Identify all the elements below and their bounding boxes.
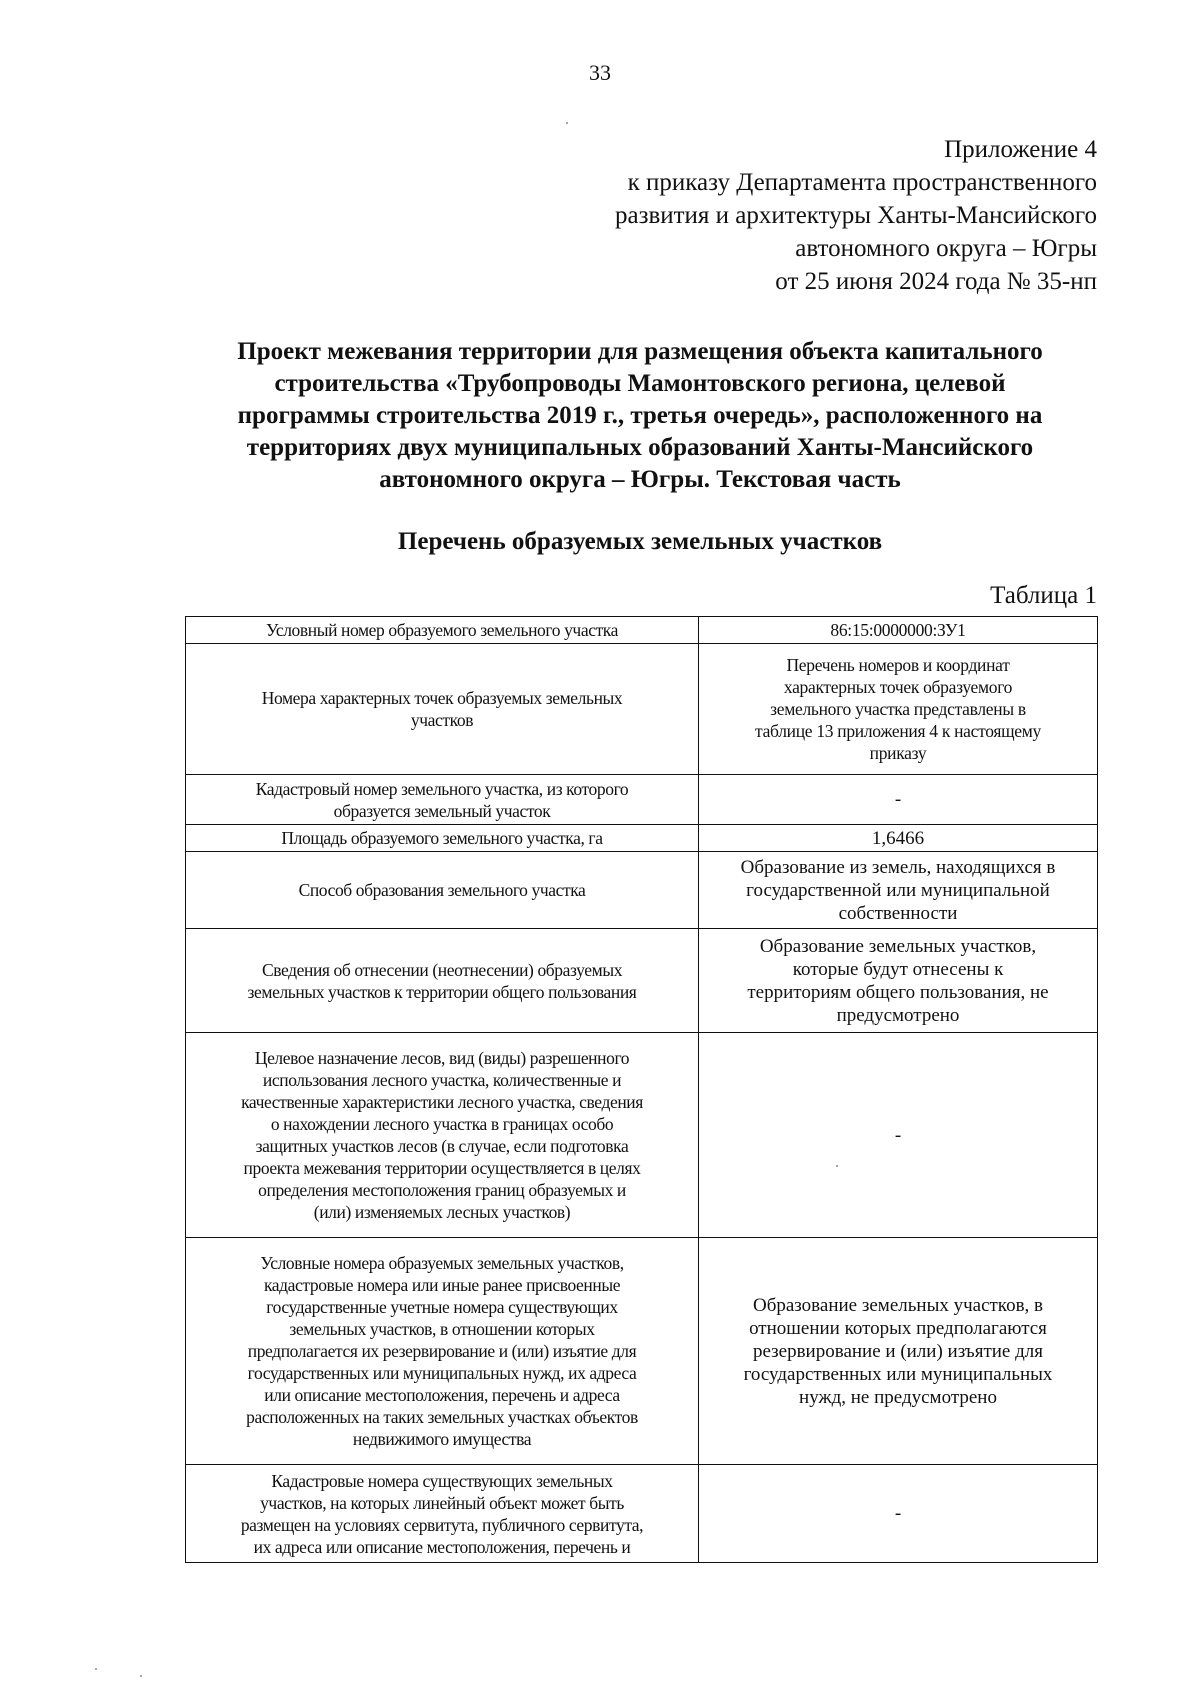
cell-line: государственной или муниципальной <box>746 879 1050 901</box>
cell-line: Номера характерных точек образуемых земельных <box>261 688 623 708</box>
cell-line: которые будут отнесены к <box>792 958 1004 980</box>
document-title <box>170 336 1110 496</box>
value-cell <box>699 617 1098 644</box>
table-row <box>186 1238 1098 1465</box>
cell-line: использования лесного участка, количественные и <box>262 1070 622 1090</box>
param-cell <box>186 1465 699 1563</box>
title-line: Проект межевания территории для размещения объекта капитального <box>237 338 1043 365</box>
cell-line: Перечень номеров и координат <box>786 655 1010 675</box>
cell-line: размещен на условиях сервитута, публичного сервитута, <box>240 1514 644 1535</box>
cell-line: участков, на которых линейный объект может быть <box>260 1492 624 1513</box>
cell-line: защитных участков лесов (в случае, если подготовка <box>255 1136 629 1156</box>
scan-speck <box>95 1668 97 1670</box>
cell-line: кадастровые номера или иные ранее присвоенные <box>263 1275 621 1295</box>
cell-line: Целевое назначение лесов, вид (виды) разрешенного <box>254 1048 630 1068</box>
cell-line: государственных или муниципальных <box>743 1363 1053 1385</box>
cell-line: земельных участков к территории общего пользования <box>247 981 637 1002</box>
cell-line: определения местоположения границ образуемых и <box>258 1180 626 1200</box>
title-line: программы строительства 2019 г., третья очередь», расположенного на <box>237 402 1043 429</box>
cell-line: Условные номера образуемых земельных участков, <box>260 1253 624 1273</box>
table-row <box>186 775 1098 825</box>
cell-line: или описание местоположения, перечень и адреса <box>264 1385 620 1405</box>
cell-line: расположенных на таких земельных участках объектов <box>246 1407 638 1427</box>
value-cell <box>699 644 1098 775</box>
parcels-table <box>185 616 1098 1563</box>
cell-line: таблице 13 приложения 4 к настоящему <box>755 721 1041 741</box>
param-cell <box>186 929 699 1033</box>
cell-line: собственности <box>838 902 958 924</box>
cell-line: (или) изменяемых лесных участков) <box>313 1202 571 1222</box>
scan-speck <box>140 1675 142 1677</box>
cell-line: о нахождении лесного участка в границах особо <box>270 1114 614 1134</box>
appendix-line: автономного округа – Югры <box>795 235 1097 262</box>
param-cell <box>186 644 699 775</box>
value-cell <box>699 1238 1098 1465</box>
table-row <box>186 825 1098 852</box>
cell-line: приказу <box>869 743 927 763</box>
cell-line: Условный номер образуемого земельного участка <box>265 620 619 640</box>
cell-line: 1,6466 <box>871 827 925 849</box>
table-row <box>186 617 1098 644</box>
value-cell <box>699 825 1098 852</box>
table-row <box>186 644 1098 775</box>
section-subtitle: Перечень образуемых земельных участков <box>397 528 883 555</box>
appendix-line: к приказу Департамента пространственного <box>627 169 1097 196</box>
cell-line: образуется земельный участок <box>333 800 551 821</box>
cell-line: Кадастровый номер земельного участка, из которого <box>255 778 629 799</box>
cell-line: территориям общего пользования, не <box>747 981 1049 1003</box>
value-cell <box>699 1033 1098 1238</box>
param-cell <box>186 852 699 929</box>
param-cell <box>186 1238 699 1465</box>
appendix-line: Приложение 4 <box>944 136 1097 163</box>
scan-speck <box>566 122 568 124</box>
cell-line: характерных точек образуемого <box>783 677 1013 697</box>
cell-line: нужд, не предусмотрено <box>799 1386 997 1408</box>
cell-line: Способ образования земельного участка <box>298 880 586 900</box>
cell-line: недвижимого имущества <box>352 1429 532 1449</box>
cell-line: качественные характеристики лесного участка, сведения <box>241 1092 643 1112</box>
cell-line: Кадастровые номера существующих земельных <box>271 1470 613 1491</box>
value-cell <box>699 775 1098 825</box>
cell-line: - <box>894 1124 902 1146</box>
cell-line: предполагается их резервирование и (или) изъятие для <box>247 1341 637 1361</box>
appendix-header <box>615 133 1097 298</box>
cell-line: - <box>894 1503 902 1524</box>
table-row <box>186 1033 1098 1238</box>
param-cell <box>186 1033 699 1238</box>
table-row <box>186 1465 1098 1563</box>
cell-line: отношении которых предполагаются <box>749 1317 1047 1339</box>
title-line: автономного округа – Югры. Текстовая часть <box>379 466 901 493</box>
cell-line: - <box>894 789 902 810</box>
cell-line: их адреса или описание местоположения, перечень и <box>253 1536 631 1557</box>
cell-line: участков <box>410 710 474 730</box>
cell-line: Сведения об отнесении (неотнесении) образуемых <box>261 959 623 980</box>
value-cell <box>699 1465 1098 1563</box>
appendix-line: от 25 июня 2024 года № 35-нп <box>775 268 1097 295</box>
title-line: строительства «Трубопроводы Мамонтовского региона, целевой <box>274 370 1006 397</box>
cell-line: предусмотрено <box>836 1004 960 1026</box>
table-row <box>186 852 1098 929</box>
table-caption: Таблица 1 <box>990 582 1097 609</box>
page-number: 33 <box>589 60 611 85</box>
cell-line: земельного участка представлены в <box>770 699 1026 719</box>
table-row <box>186 929 1098 1033</box>
scan-speck <box>836 1165 838 1167</box>
cell-line: Образование земельных участков, в <box>752 1294 1044 1316</box>
cell-line: проекта межевания территории осуществляется в целях <box>243 1158 641 1178</box>
cell-line: Образование земельных участков, <box>759 935 1037 957</box>
cell-line: государственных или муниципальных нужд, их адреса <box>247 1363 637 1383</box>
cell-line: резервирование и (или) изъятие для <box>752 1340 1043 1362</box>
cell-line: Площадь образуемого земельного участка, га <box>281 828 603 848</box>
value-cell <box>699 929 1098 1033</box>
value-cell <box>699 852 1098 929</box>
param-cell <box>186 775 699 825</box>
cell-line: государственные учетные номера существующих <box>266 1297 618 1317</box>
cell-line: Образование из земель, находящихся в <box>740 856 1056 878</box>
param-cell <box>186 617 699 644</box>
param-cell <box>186 825 699 852</box>
cell-line: 86:15:0000000:ЗУ1 <box>830 620 966 640</box>
title-line: территориях двух муниципальных образований Ханты-Мансийского <box>246 434 1034 461</box>
appendix-line: развития и архитектуры Ханты-Мансийского <box>614 202 1097 229</box>
cell-line: земельных участков, в отношении которых <box>289 1319 595 1339</box>
